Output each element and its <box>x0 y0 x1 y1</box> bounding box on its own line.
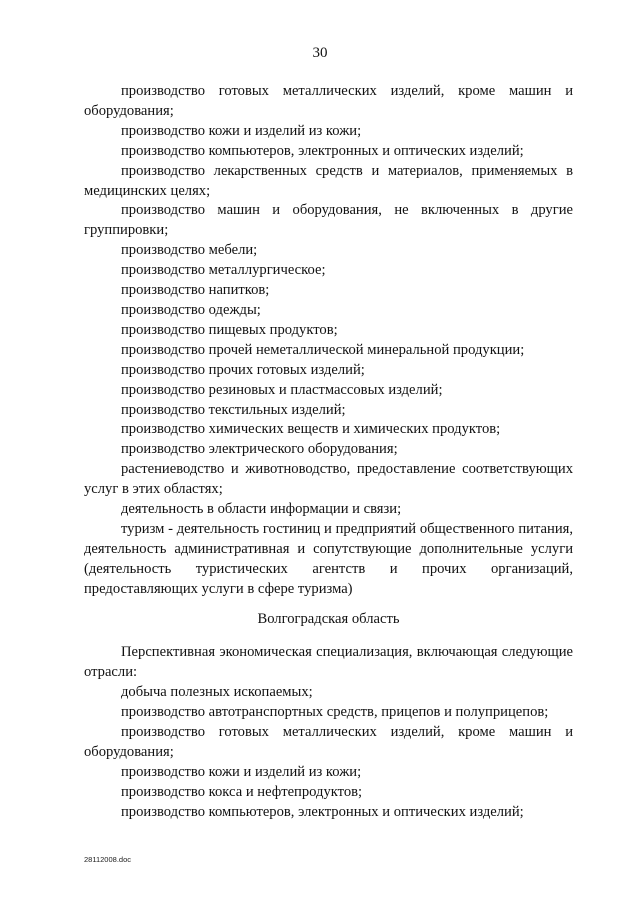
region-heading: Волгоградская область <box>257 610 400 627</box>
list-item: производство химических веществ и химических продуктов; <box>121 421 501 438</box>
list-item: производство металлургическое; <box>121 262 326 279</box>
list-item: производство текстильных изделий; <box>121 401 346 418</box>
list-item: производство кокса и нефтепродуктов; <box>121 783 363 800</box>
list-item: добыча полезных ископаемых; <box>121 684 313 701</box>
list-item: производство электрического оборудования; <box>121 441 398 458</box>
list-item: производство одежды; <box>121 301 261 318</box>
list-item: производство готовых металлических изделий, кроме машин и оборудования; <box>84 724 573 760</box>
list-item: производство напитков; <box>121 282 270 299</box>
list-item: производство резиновых и пластмассовых изделий; <box>121 381 443 398</box>
page-number: 30 <box>312 45 328 61</box>
list-item: производство кожи и изделий из кожи; <box>121 763 362 780</box>
list-item: производство машин и оборудования, не включенных в другие группировки; <box>84 202 573 239</box>
footer-file-code: 28112008.doc <box>84 855 131 864</box>
list-item: туризм - деятельность гостиниц и предприятий общественного питания, деятельность административная и сопутствующие дополнительные услуги (деятельность туристических агентств и прочих организаций, предоставляющих услуги в сфере туризма) <box>84 520 573 597</box>
list-item: производство прочей неметаллической минеральной продукции; <box>121 341 525 358</box>
spacer <box>84 629 573 643</box>
spacer <box>84 600 573 610</box>
list-item: производство пищевых продуктов; <box>121 321 338 338</box>
intro-paragraph: Перспективная экономическая специализация, включающая следующие отрасли: <box>84 644 573 681</box>
list-item: производство компьютеров, электронных и оптических изделий; <box>121 142 524 159</box>
list-item: производство компьютеров, электронных и оптических изделий; <box>121 803 524 820</box>
list-item: деятельность в области информации и связи; <box>121 501 402 518</box>
list-item: производство кожи и изделий из кожи; <box>121 122 362 139</box>
document-body <box>84 82 573 823</box>
list-item: производство автотранспортных средств, прицепов и полуприцепов; <box>121 704 549 721</box>
list-item: производство готовых металлических изделий, кроме машин и оборудования; <box>84 83 573 119</box>
list-item: производство лекарственных средств и материалов, применяемых в медицинских целях; <box>84 162 573 199</box>
list-item: производство прочих готовых изделий; <box>121 361 365 378</box>
list-item: производство мебели; <box>121 242 258 259</box>
list-item: растениеводство и животноводство, предоставление соответствующих услуг в этих областях; <box>84 461 573 498</box>
